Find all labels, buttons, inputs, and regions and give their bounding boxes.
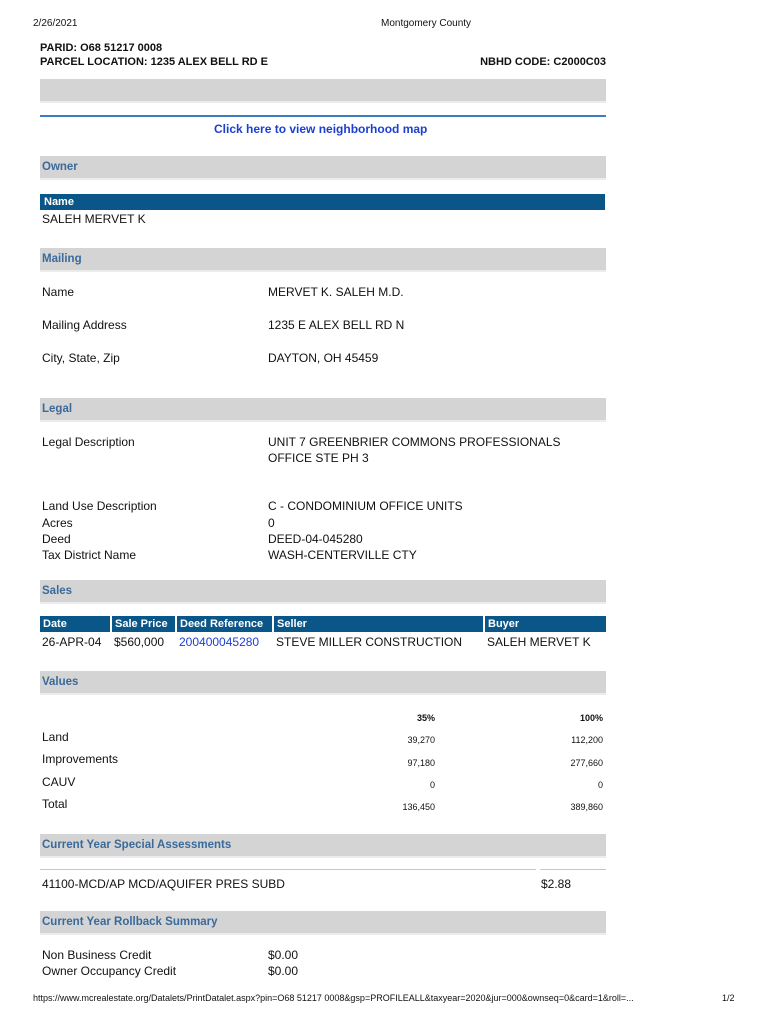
tax-district-value: WASH-CENTERVILLE CTY [268, 548, 417, 562]
assessment-item: 41100-MCD/AP MCD/AQUIFER PRES SUBD [42, 877, 285, 891]
values-100-column-header: 100% [579, 713, 603, 723]
legal-description-line2: OFFICE STE PH 3 [268, 451, 369, 465]
land-use-label: Land Use Description [42, 499, 157, 513]
parcel-location: PARCEL LOCATION: 1235 ALEX BELL RD E [40, 56, 268, 68]
values-land-35: 39,270 [407, 735, 435, 745]
assessment-rule-right [540, 869, 606, 870]
sales-date-column-header: Date [40, 616, 112, 632]
mailing-name-value: MERVET K. SALEH M.D. [268, 285, 404, 299]
mailing-address-label: Mailing Address [42, 318, 127, 332]
sale-buyer: SALEH MERVET K [487, 635, 591, 649]
page-url: https://www.mcrealestate.org/Datalets/PrintDatalet.aspx?pin=O68 51217 0008&gsp=PROFILEALL&taxyear=2020&jur=000&ownseq=0&card=1&roll=... [33, 993, 634, 1003]
values-total-label: Total [42, 797, 68, 811]
values-section-header [40, 671, 606, 695]
nbhd-code: NBHD CODE: C2000C03 [480, 56, 606, 68]
deed-label: Deed [42, 532, 71, 546]
acres-label: Acres [42, 516, 73, 530]
owner-occupancy-credit-value: $0.00 [268, 964, 299, 978]
deed-reference-link[interactable]: 200400045280 [179, 635, 260, 649]
city-state-zip-value: DAYTON, OH 45459 [268, 351, 379, 365]
values-land-100: 112,200 [571, 735, 603, 745]
mailing-section-title: Mailing [42, 253, 82, 265]
legal-description-line1: UNIT 7 GREENBRIER COMMONS PROFESSIONALS [268, 435, 561, 449]
sales-section-title: Sales [42, 585, 73, 597]
values-total-35: 136,450 [402, 802, 435, 812]
values-cauv-label: CAUV [42, 775, 76, 789]
sales-price-column-header: Sale Price [112, 616, 177, 632]
mailing-address-value: 1235 E ALEX BELL RD N [268, 318, 405, 332]
land-use-value: C - CONDOMINIUM OFFICE UNITS [268, 499, 463, 513]
owner-section-title: Owner [42, 161, 78, 173]
sale-date: 26-APR-04 [42, 635, 102, 649]
mailing-section-header [40, 248, 606, 272]
sales-seller-column-header: Seller [274, 616, 485, 632]
owner-occupancy-credit-label: Owner Occupancy Credit [42, 964, 177, 978]
sales-buyer-column-header: Buyer [485, 616, 606, 632]
print-date: 2/26/2021 [33, 18, 78, 29]
special-assessments-section-header [40, 834, 606, 858]
acres-value: 0 [268, 516, 275, 530]
sales-deed-column-header: Deed Reference [177, 616, 274, 632]
tax-district-label: Tax District Name [42, 548, 137, 562]
neighborhood-map-link[interactable]: Click here to view neighborhood map [214, 122, 428, 136]
legal-description-label: Legal Description [42, 435, 135, 449]
parcel-id: PARID: O68 51217 0008 [40, 42, 163, 54]
owner-name: SALEH MERVET K [42, 212, 146, 226]
sale-price: $560,000 [114, 635, 165, 649]
sales-table-header [40, 616, 606, 632]
page-number: 1/2 [722, 993, 735, 1003]
values-land-label: Land [42, 730, 69, 744]
owner-table-header [40, 194, 605, 210]
mailing-name-label: Name [42, 285, 75, 299]
values-cauv-100: 0 [597, 780, 603, 790]
city-state-zip-label: City, State, Zip [42, 351, 120, 365]
blank-header-bar [40, 79, 606, 103]
county-name: Montgomery County [381, 18, 472, 29]
values-improvements-100: 277,660 [570, 758, 603, 768]
assessment-amount: $2.88 [541, 877, 572, 891]
sales-section-header [40, 580, 606, 604]
sale-seller: STEVE MILLER CONSTRUCTION [276, 635, 463, 649]
values-improvements-label: Improvements [42, 752, 119, 766]
values-section-title: Values [42, 676, 79, 688]
rollback-section-header [40, 911, 606, 935]
values-cauv-35: 0 [429, 780, 435, 790]
divider-line [40, 115, 606, 117]
special-assessments-section-title: Current Year Special Assessments [42, 839, 232, 851]
assessment-rule-left [40, 869, 536, 870]
non-business-credit-value: $0.00 [268, 948, 299, 962]
legal-section-title: Legal [42, 403, 73, 415]
values-improvements-35: 97,180 [407, 758, 435, 768]
legal-section-header [40, 398, 606, 422]
deed-value: DEED-04-045280 [268, 532, 363, 546]
values-35-column-header: 35% [416, 713, 435, 723]
owner-section-header [40, 156, 606, 180]
rollback-section-title: Current Year Rollback Summary [42, 916, 218, 928]
non-business-credit-label: Non Business Credit [42, 948, 152, 962]
values-total-100: 389,860 [570, 802, 603, 812]
owner-name-column-header: Name [44, 196, 74, 208]
